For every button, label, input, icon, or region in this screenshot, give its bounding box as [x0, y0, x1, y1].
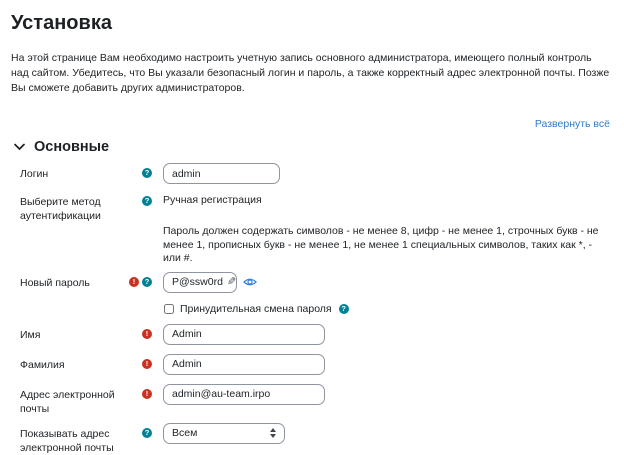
form-row-first-name	[20, 324, 610, 345]
last-name-input[interactable]	[163, 354, 325, 375]
email-visibility-selected: Всем	[172, 427, 198, 439]
help-icon[interactable]: ?	[142, 428, 152, 438]
form-row-auth-method	[20, 191, 610, 223]
email-label: Адрес электронной почты	[20, 388, 115, 415]
form-row-email	[20, 384, 610, 416]
login-input[interactable]	[163, 163, 280, 184]
form-row-force-change	[20, 303, 610, 315]
new-password-input[interactable]	[163, 272, 237, 293]
required-icon: !	[142, 359, 152, 369]
first-name-input[interactable]	[163, 324, 325, 345]
help-icon[interactable]: ?	[142, 196, 152, 206]
eye-icon[interactable]	[243, 276, 257, 288]
email-visibility-select[interactable]	[163, 423, 285, 444]
chevron-down-icon	[14, 143, 25, 151]
email-input[interactable]	[163, 384, 325, 405]
new-password-label: Новый пароль	[20, 276, 90, 289]
auth-method-label: Выберите метод аутентификации	[20, 196, 101, 222]
intro-text: На этой странице Вам необходимо настроить учетную запись основного администратора, имеющего полный контроль над сайтом. Убедитесь, что Вы указали безопасный логин и пароль, а также корректный адрес электронной почты. Позже Вы сможете добавить других администраторов.	[11, 52, 610, 94]
expand-all-link[interactable]: Развернуть всё	[534, 118, 610, 130]
form-row-email-visibility	[20, 423, 610, 455]
select-updown-icon	[270, 428, 276, 438]
help-icon[interactable]: ?	[142, 277, 152, 287]
new-password-value: P@ssw0rd	[172, 276, 223, 288]
help-icon[interactable]: ?	[339, 304, 349, 314]
admin-account-form	[20, 163, 610, 455]
force-password-change-label[interactable]: Принудительная смена пароля	[180, 302, 332, 315]
auth-method-value: Ручная регистрация	[163, 194, 262, 206]
form-row-last-name	[20, 354, 610, 375]
last-name-label: Фамилия	[20, 358, 65, 371]
pencil-icon: ✎	[226, 275, 237, 288]
first-name-label: Имя	[20, 328, 41, 341]
help-icon[interactable]: ?	[142, 168, 152, 178]
force-password-change-checkbox[interactable]	[164, 304, 174, 314]
expand-all-row	[11, 118, 610, 132]
form-row-login	[20, 163, 610, 184]
page-title: Установка	[11, 12, 112, 34]
password-requirements-text: Пароль должен содержать символов - не менее 8, цифр - не менее 1, строчных букв - не менее 1, прописных букв - не менее 1, не менее 1 специальных символов, таких как *, - или #.	[163, 225, 599, 264]
section-header-general[interactable]	[14, 139, 610, 155]
required-icon: !	[129, 277, 139, 287]
email-visibility-label: Показывать адрес электронной почты	[20, 427, 114, 454]
required-icon: !	[142, 389, 152, 399]
form-row-new-password	[20, 272, 610, 293]
required-icon: !	[142, 329, 152, 339]
login-label: Логин	[20, 168, 49, 180]
form-row-password-hint	[20, 225, 610, 266]
section-title: Основные	[34, 139, 110, 155]
